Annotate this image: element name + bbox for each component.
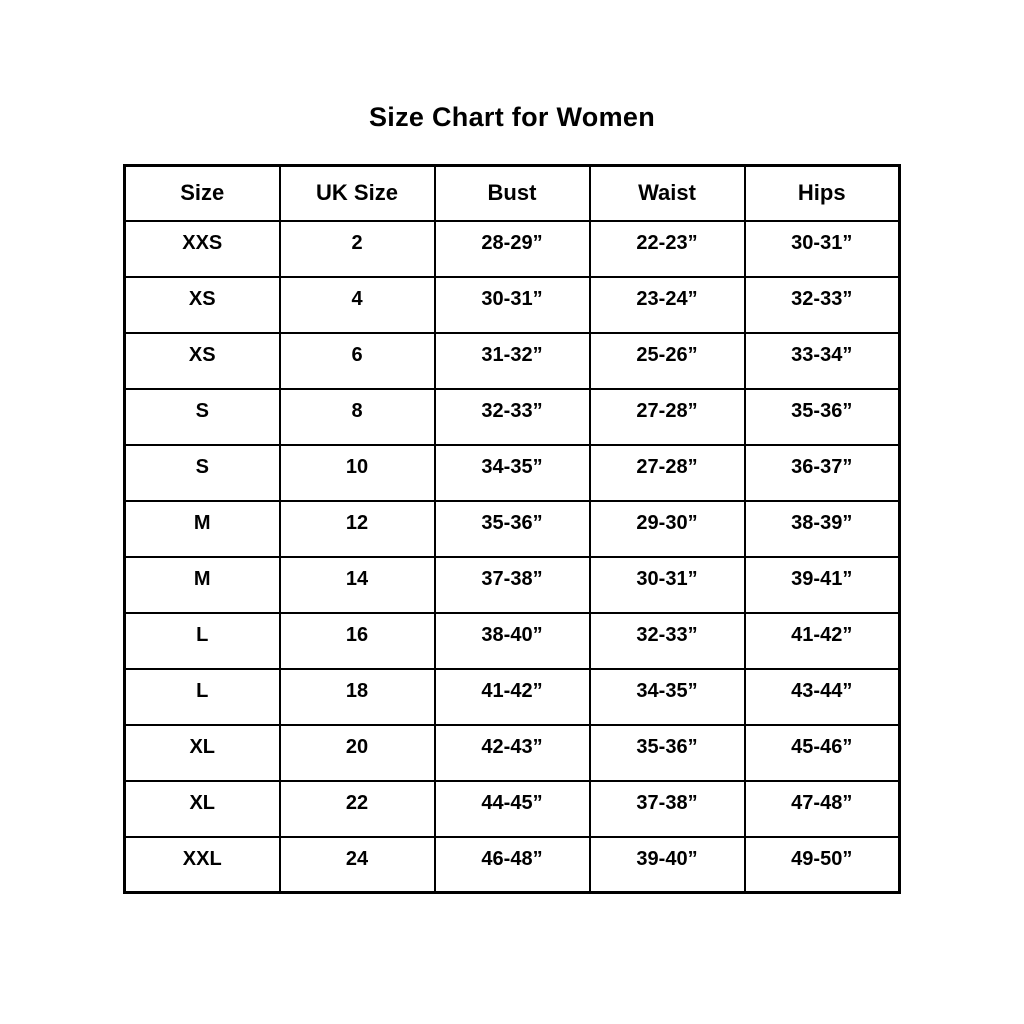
- table-cell: 4: [280, 277, 435, 333]
- table-row: [125, 445, 900, 501]
- table-cell: S: [125, 445, 280, 501]
- table-cell: L: [125, 669, 280, 725]
- table-row: [125, 389, 900, 445]
- table-header: [125, 166, 900, 221]
- table-cell: S: [125, 389, 280, 445]
- table-cell: 30-31”: [745, 221, 900, 277]
- column-header-size: Size: [125, 166, 280, 221]
- table-cell: XS: [125, 277, 280, 333]
- table-cell: 49-50”: [745, 837, 900, 893]
- table-cell: XL: [125, 725, 280, 781]
- table-cell: 39-40”: [590, 837, 745, 893]
- table-cell: L: [125, 613, 280, 669]
- column-header-hips: Hips: [745, 166, 900, 221]
- table-cell: 20: [280, 725, 435, 781]
- table-cell: 35-36”: [590, 725, 745, 781]
- table-cell: 38-40”: [435, 613, 590, 669]
- table-row: [125, 221, 900, 277]
- table-cell: 28-29”: [435, 221, 590, 277]
- table-cell: 41-42”: [435, 669, 590, 725]
- table-cell: 29-30”: [590, 501, 745, 557]
- table-cell: 22: [280, 781, 435, 837]
- table-cell: XXS: [125, 221, 280, 277]
- table-cell: 23-24”: [590, 277, 745, 333]
- column-header-waist: Waist: [590, 166, 745, 221]
- table-cell: XS: [125, 333, 280, 389]
- table-row: [125, 725, 900, 781]
- table-cell: 30-31”: [590, 557, 745, 613]
- table-cell: 16: [280, 613, 435, 669]
- table-body: [125, 221, 900, 893]
- table-cell: 39-41”: [745, 557, 900, 613]
- table-row: [125, 837, 900, 893]
- table-header-row: [125, 166, 900, 221]
- table-cell: 25-26”: [590, 333, 745, 389]
- table-cell: 34-35”: [590, 669, 745, 725]
- table-cell: 41-42”: [745, 613, 900, 669]
- table-cell: 44-45”: [435, 781, 590, 837]
- table-cell: 31-32”: [435, 333, 590, 389]
- table-cell: XXL: [125, 837, 280, 893]
- table-cell: 47-48”: [745, 781, 900, 837]
- table-cell: 12: [280, 501, 435, 557]
- table-cell: 32-33”: [590, 613, 745, 669]
- table-row: [125, 781, 900, 837]
- table-cell: 35-36”: [435, 501, 590, 557]
- table-cell: 10: [280, 445, 435, 501]
- table-cell: 2: [280, 221, 435, 277]
- table-cell: 38-39”: [745, 501, 900, 557]
- table-cell: 8: [280, 389, 435, 445]
- table-cell: 22-23”: [590, 221, 745, 277]
- table-row: [125, 277, 900, 333]
- size-chart-table: [123, 164, 901, 894]
- table-cell: M: [125, 501, 280, 557]
- table-row: [125, 669, 900, 725]
- page-title: Size Chart for Women: [368, 102, 656, 132]
- column-header-uk-size: UK Size: [280, 166, 435, 221]
- table-row: [125, 557, 900, 613]
- table-cell: 37-38”: [590, 781, 745, 837]
- table-cell: 32-33”: [745, 277, 900, 333]
- table-cell: 24: [280, 837, 435, 893]
- table-cell: 42-43”: [435, 725, 590, 781]
- table-cell: 33-34”: [745, 333, 900, 389]
- table-cell: 34-35”: [435, 445, 590, 501]
- table-cell: 27-28”: [590, 445, 745, 501]
- table-row: [125, 333, 900, 389]
- table-cell: XL: [125, 781, 280, 837]
- table-cell: M: [125, 557, 280, 613]
- table-cell: 30-31”: [435, 277, 590, 333]
- table-cell: 6: [280, 333, 435, 389]
- table-cell: 46-48”: [435, 837, 590, 893]
- table-row: [125, 501, 900, 557]
- column-header-bust: Bust: [435, 166, 590, 221]
- table-cell: 35-36”: [745, 389, 900, 445]
- table-cell: 18: [280, 669, 435, 725]
- table-cell: 14: [280, 557, 435, 613]
- table-cell: 45-46”: [745, 725, 900, 781]
- table-cell: 32-33”: [435, 389, 590, 445]
- table-cell: 36-37”: [745, 445, 900, 501]
- table-cell: 43-44”: [745, 669, 900, 725]
- table-row: [125, 613, 900, 669]
- table-cell: 37-38”: [435, 557, 590, 613]
- table-cell: 27-28”: [590, 389, 745, 445]
